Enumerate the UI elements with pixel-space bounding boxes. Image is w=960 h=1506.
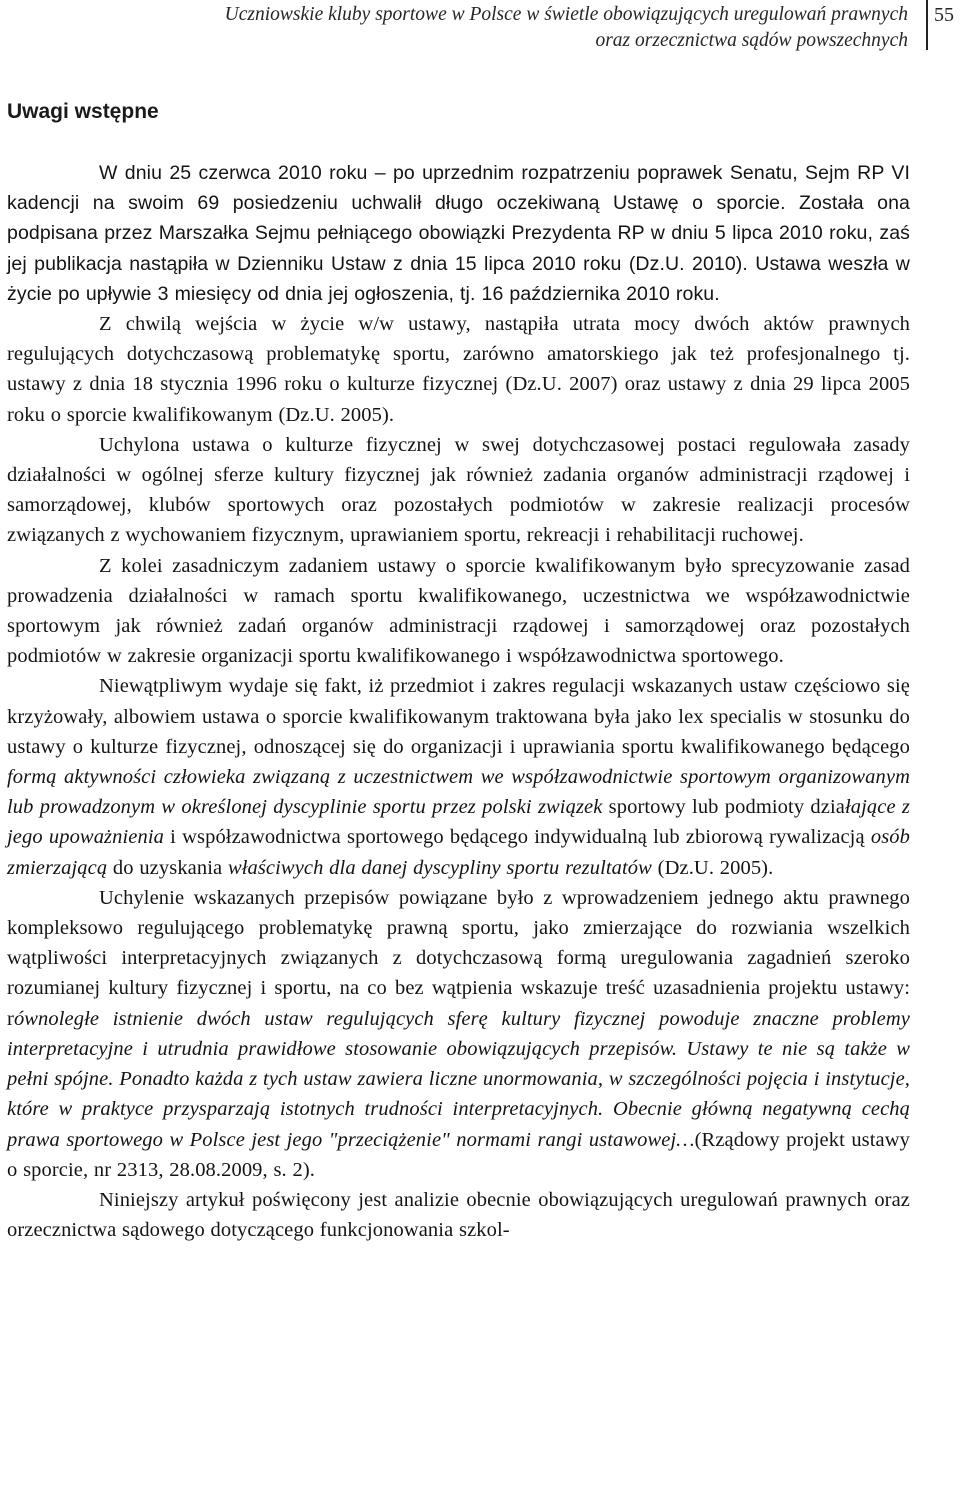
text-run: W dniu 25 czerwca 2010 roku – po uprzednim rozpatrzeniu poprawek Senatu, Sejm RP VI kadencji na swoim 69 posiedzeniu uchwalił długo oczekiwaną Ustawę o sporcie. Została ona podpisana przez Marszałka Sejmu pełniącego obowiązki Prezydenta RP w dniu 5 lipca 2010 roku, zaś jej publikacja nastąpiła w Dzienniku Ustaw z dnia 15 lipca 2010 roku (Dz.U. 2010). Ustawa weszła w życie po upływie 3 miesięcy od dnia jej ogłoszenia, tj. 16 października 2010 roku. xyxy=(7,162,910,305)
text-run: i współzawodnictwa sportowego będącego indywidualną lub zbiorową rywalizacją xyxy=(163,826,871,849)
text-run: sportowy lub podmioty dzia xyxy=(602,796,845,819)
paragraph-7 xyxy=(7,1185,910,1245)
running-header xyxy=(0,0,960,60)
paragraph-6 xyxy=(7,883,910,1185)
body-text xyxy=(7,158,910,1245)
italic-quote: łające z jego upoważnienia xyxy=(7,796,910,849)
paragraph-4 xyxy=(7,551,910,672)
text-run: Z chwilą wejścia w życie w/w ustawy, nastąpiła utrata mocy dwóch aktów prawnych regulujących dotychczasową problematykę sportu, zarówno amatorskiego jak też profesjonalnego tj. ustawy z dnia 18 stycznia 1996 roku o kulturze fizycznej (Dz.U. 2007) oraz ustawy z dnia 29 lipca 2005 roku o sporcie kwalifikowanym (Dz.U. 2005). xyxy=(7,313,910,426)
text-run: Uchylenie wskazanych przepisów powiązane było z wprowadzeniem jednego aktu prawnego kompleksowo regulującego problematykę prawną sportu, jako zmierzające do rozwiania wszelkich wątpliwości interpretacyjnych związanych z dotychczasową formą uregulowania zagadnień szeroko rozumianej kultury fizycznej i sportu, na co bez wątpienia wskazuje treść uzasadnienia projektu ustawy: r xyxy=(7,886,910,1030)
text-run: Niniejszy artykuł poświęcony jest analizie obecnie obowiązujących uregulowań prawnych oraz orzecznictwa sądowego dotyczącego funkcjonowania szkol- xyxy=(7,1188,910,1242)
section-heading: Uwagi wstępne xyxy=(7,100,159,123)
header-title xyxy=(148,2,908,54)
text-run: (Dz.U. 2005). xyxy=(651,856,774,879)
text-run: (Rządowy projekt ustawy o sporcie, nr 2313, 28.08.2009, s. 2). xyxy=(7,1128,910,1181)
paragraph-1 xyxy=(7,158,910,309)
paragraph-5 xyxy=(7,671,910,882)
text-run: Niewątpliwym wydaje się fakt, iż przedmiot i zakres regulacji wskazanych ustaw częściowo się krzyżowały, albowiem ustawa o sporcie kwalifikowanym traktowana była jako lex specialis w stosunku do ustawy o kulturze fizycznej, odnoszącej się do organizacji i uprawiania sportu kwalifikowanego będącego xyxy=(7,675,910,758)
header-divider xyxy=(926,0,928,50)
italic-quote: ównoległe istnienie dwóch ustaw regulujących sferę kultury fizycznej powoduje znaczne problemy interpretacyjne i utrudnia prawidłowe stosowanie obowiązujących przepisów. Ustawy te nie są także w pełni spójne. Ponadto każda z tych ustaw zawiera liczne unormowania, w szczególności pojęcia i instytucje, które w praktyce przysparzają istotnych trudności interpretacyjnych. Obecnie główną negatywną cechą prawa sportowego w Polsce jest jego "przeciążenie" normami rangi ustawowej… xyxy=(7,1007,911,1151)
text-run: Uchylona ustawa o kulturze fizycznej w swej dotychczasowej postaci regulowała zasady działalności w ogólnej sferze kultury fizycznej jak również zadania organów administracji rządowej i samorządowej, klubów sportowych oraz pozostałych podmiotów w zakresie realizacji procesów związanych z wychowaniem fizycznym, uprawianiem sportu, rekreacji i rehabilitacji ruchowej. xyxy=(7,433,910,547)
page-number: 55 xyxy=(934,4,954,26)
text-run: do uzyskania xyxy=(107,856,228,879)
italic-quote: właściwych dla danej dyscypliny sportu rezultatów xyxy=(227,856,652,879)
italic-quote: formą aktywności człowieka związaną z uczestnictwem we współzawodnictwie sportowym organizowanym lub prowadzonym w określonej dyscyplinie sportu przez polski związek xyxy=(7,766,910,819)
paragraph-2 xyxy=(7,309,910,430)
italic-quote: osób zmierzającą xyxy=(7,826,910,879)
paragraph-3 xyxy=(7,430,910,551)
header-title-line-1: Uczniowskie kluby sportowe w Polsce w świetle obowiązujących uregulowań prawnych xyxy=(224,4,908,25)
header-title-line-2: oraz orzecznictwa sądów powszechnych xyxy=(595,30,908,51)
text-run: Z kolei zasadniczym zadaniem ustawy o sporcie kwalifikowanym było sprecyzowanie zasad prowadzenia działalności w ramach sportu kwalifikowanego, uczestnictwa we współzawodnictwie sportowym jak również zadań organów administracji rządowej i samorządowej oraz pozostałych podmiotów w zakresie organizacji sportu kwalifikowanego i współzawodnictwa sportowego. xyxy=(7,554,910,668)
